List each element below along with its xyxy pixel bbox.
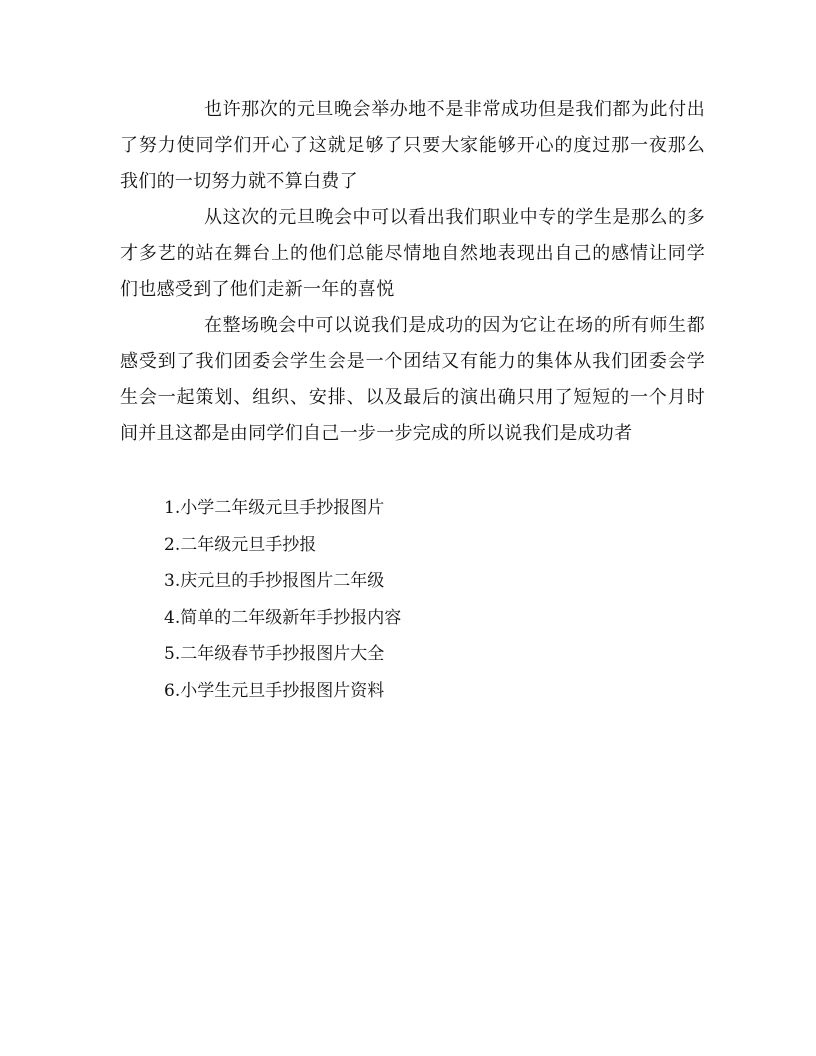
list-item-text: 小学生元旦手抄报图片资料 xyxy=(180,680,385,701)
list-item-text: 庆元旦的手抄报图片二年级 xyxy=(180,571,385,591)
list-item-text: 小学二年级元旦手抄报图片 xyxy=(180,498,385,518)
list-item-number: 5. xyxy=(164,644,181,664)
paragraph-1: 也许那次的元旦晚会举办地不是非常成功但是我们都为此付出了努力使同学们开心了这就足够了只要大家能够开心的度过那一夜那么我们的一切努力就不算白费了 xyxy=(120,99,705,192)
list-item-number: 6. xyxy=(164,680,181,701)
list-item xyxy=(164,527,401,564)
list-item-text: 二年级春节手抄报图片大全 xyxy=(180,644,385,664)
paragraph-2: 从这次的元旦晚会中可以看出我们职业中专的学生是那么的多才多艺的站在舞台上的他们总能尽情地自然地表现出自己的感情让同学们也感受到了他们走新一年的喜悦 xyxy=(120,207,705,300)
list-item xyxy=(164,490,401,527)
list-item-number: 2. xyxy=(164,534,181,555)
list-item xyxy=(164,673,401,710)
paragraph-3: 在整场晚会中可以说我们是成功的因为它让在场的所有师生都感受到了我们团委会学生会是一个团结又有能力的集体从我们团委会学生会一起策划、组织、安排、以及最后的演出确只用了短短的一个月时间并且这都是由同学们自己一步一步完成的所以说我们是成功者 xyxy=(120,315,705,444)
list-item xyxy=(164,600,401,637)
list-item-text: 二年级元旦手抄报 xyxy=(180,534,317,555)
list-item-number: 1. xyxy=(164,498,181,518)
list-item-number: 4. xyxy=(164,607,181,628)
list-item xyxy=(164,563,401,600)
body-text xyxy=(120,92,705,452)
list-item xyxy=(164,636,401,673)
list-item-text: 简单的二年级新年手抄报内容 xyxy=(180,607,402,628)
related-list xyxy=(164,490,401,709)
list-item-number: 3. xyxy=(164,571,181,591)
